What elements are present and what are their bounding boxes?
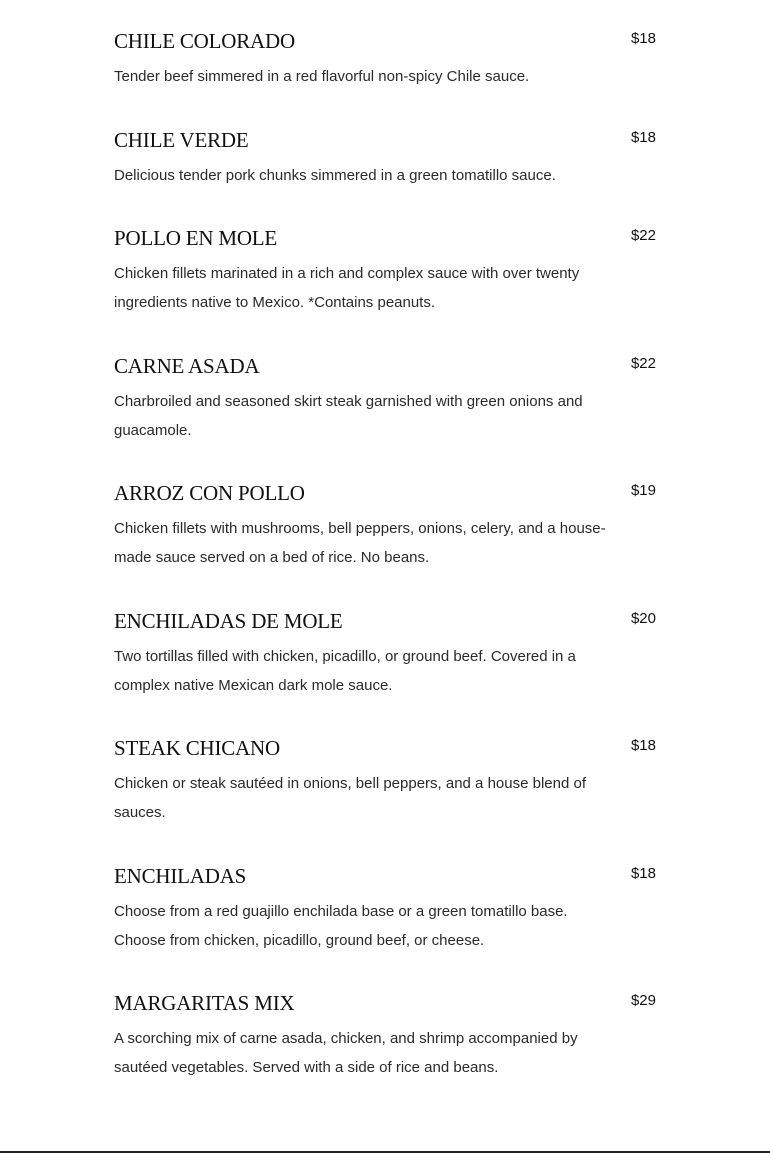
menu-item-header [114,608,656,636]
menu-item-header [114,127,656,155]
menu-item-price: $19 [630,482,656,499]
menu-item-description: A scorching mix of carne asada, chicken, and shrimp accompanied by sautéed vegetables. Served with a side of rice and beans. [114,1030,578,1076]
menu-item-description: Delicious tender pork chunks simmered in a green tomatillo sauce. [114,167,556,184]
menu-item [114,28,656,127]
menu-item [114,608,656,735]
menu-item-description: Chicken or steak sautéed in onions, bell peppers, and a house blend of sauces. [114,775,586,821]
menu-item-header [114,28,656,56]
menu-list [114,28,656,1090]
menu-item-description: Chicken fillets with mushrooms, bell peppers, onions, celery, and a house-made sauce served on a bed of rice. No beans. [114,520,606,566]
menu-item-price: $22 [630,355,656,372]
menu-item-price: $18 [630,737,656,754]
menu-item-description: Tender beef simmered in a red flavorful non-spicy Chile sauce. [114,68,530,85]
menu-item-price: $29 [630,992,656,1009]
menu-item-description: Choose from a red guajillo enchilada base or a green tomatillo base. Choose from chicken, picadillo, ground beef, or cheese. [114,903,568,949]
menu-item-name: STEAK CHICANO [114,736,280,760]
menu-item-header [114,480,656,508]
menu-item [114,990,656,1090]
menu-item-description: Charbroiled and seasoned skirt steak garnished with green onions and guacamole. [114,393,583,439]
menu-item-name: CHILE COLORADO [114,29,295,53]
menu-item-description: Two tortillas filled with chicken, picadillo, or ground beef. Covered in a complex native Mexican dark mole sauce. [114,648,576,694]
menu-item [114,863,656,990]
menu-item-price: $18 [630,30,656,47]
menu-item-description: Chicken fillets marinated in a rich and complex sauce with over twenty ingredients native to Mexico. *Contains peanuts. [114,265,580,311]
menu-item [114,127,656,225]
menu-item-name: CARNE ASADA [114,354,260,378]
menu-item [114,225,656,353]
menu-item-name: MARGARITAS MIX [114,991,295,1015]
menu-item-header [114,225,656,253]
menu-item-header [114,353,656,381]
menu-item [114,480,656,608]
menu-item-header [114,990,656,1018]
menu-item-header [114,863,656,891]
menu-item-price: $20 [630,610,656,627]
menu-item-name: ENCHILADAS DE MOLE [114,609,343,633]
menu-item-name: POLLO EN MOLE [114,226,278,250]
menu-item-name: CHILE VERDE [114,128,249,152]
menu-item-price: $18 [630,865,656,882]
menu-item-name: ARROZ CON POLLO [114,481,305,505]
menu-item [114,735,656,863]
menu-item-header [114,735,656,763]
menu-item [114,353,656,480]
menu-item-price: $18 [630,129,656,146]
menu-item-price: $22 [630,227,656,244]
menu-item-name: ENCHILADAS [114,864,247,888]
